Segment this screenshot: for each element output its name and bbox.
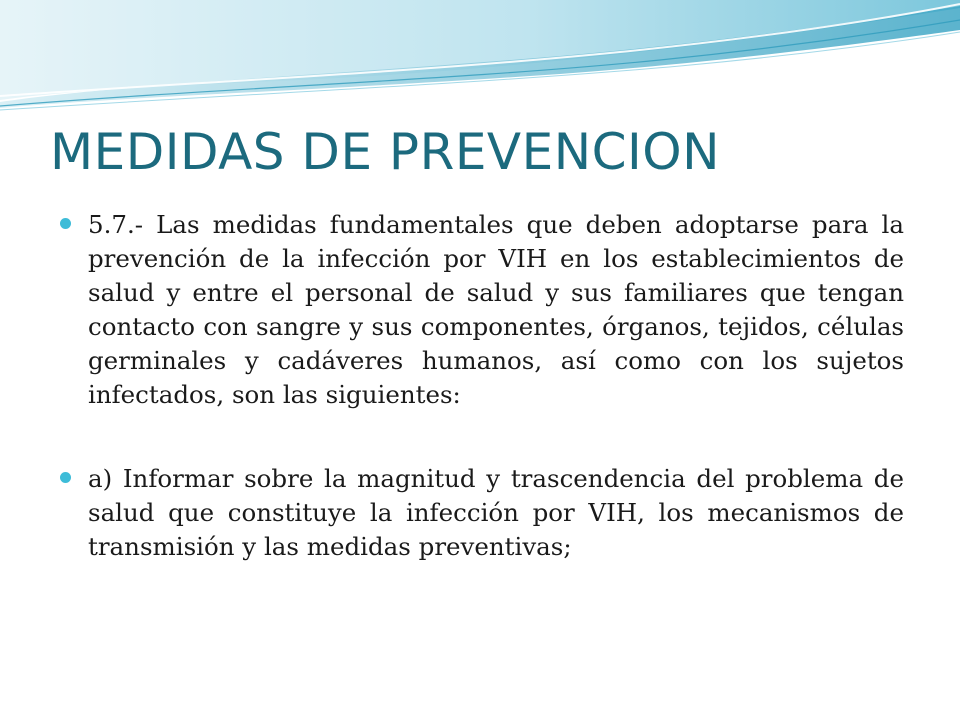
bullet-text: a) Informar sobre la magnitud y trascendencia del problema de salud que constituye la infección por VIH, los mecanismos de transmisión y las medidas preventivas; (88, 464, 904, 561)
bullet-item-prevention-measures (58, 208, 904, 412)
decorative-wave-header (0, 0, 960, 120)
bullet-text: 5.7.- Las medidas fundamentales que deben adoptarse para la prevención de la infección por VIH en los establecimientos de salud y entre el personal de salud y sus familiares que tengan contacto con sangre y sus componentes, órganos, tejidos, células germinales y cadáveres humanos, así como con los sujetos infectados, son las siguientes: (88, 210, 904, 409)
wave-band-light (0, 0, 960, 100)
bullet-dot-icon (60, 472, 71, 483)
bullet-item-inform (58, 462, 904, 564)
bullet-list (58, 208, 904, 614)
bullet-dot-icon (60, 218, 71, 229)
slide-title: MEDIDAS DE PREVENCION (50, 123, 721, 181)
